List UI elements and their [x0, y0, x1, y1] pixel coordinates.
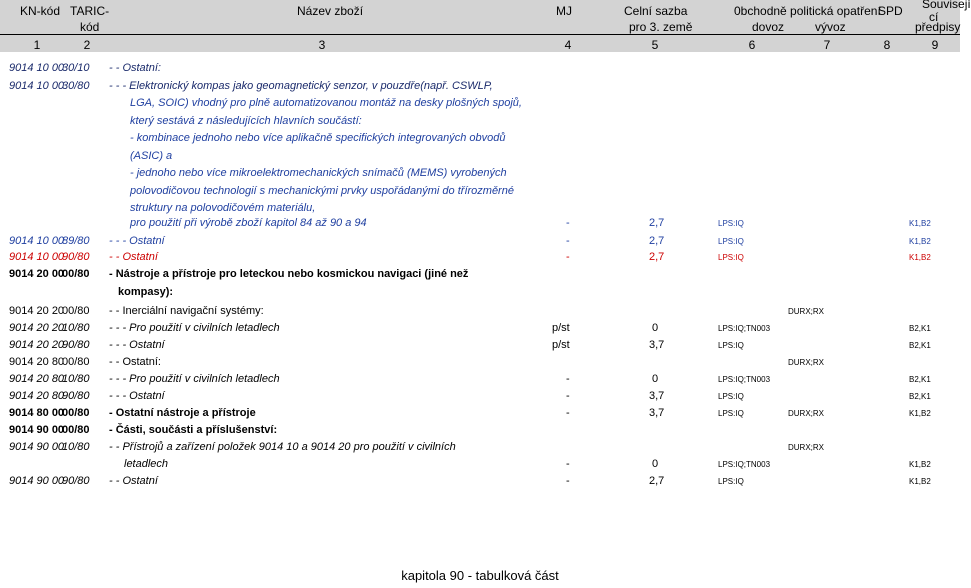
kn-code: 9014 10 00 — [9, 62, 65, 74]
goods-name: - Části, součásti a příslušenství: — [109, 424, 278, 436]
export-measure: DURX;RX — [788, 307, 825, 316]
related-regulation: B2,K1 — [909, 341, 931, 350]
header-related-3: cí — [929, 10, 939, 24]
duty-rate: 3,7 — [649, 390, 665, 402]
goods-name: struktury na polovodičovém materiálu, — [130, 202, 316, 214]
header-taric-code-2: kód — [80, 20, 100, 34]
table-row — [0, 215, 960, 232]
header-trade-measures: 0bchodně politická opatření — [734, 4, 881, 18]
header-colnum-8: 8 — [883, 38, 891, 52]
kn-code: 9014 20 20 — [9, 339, 65, 351]
unit: - — [566, 235, 570, 247]
table-row — [0, 130, 960, 147]
table-row — [0, 388, 960, 405]
table-row — [0, 165, 960, 182]
header-colnum-1: 1 — [33, 38, 41, 52]
table-row — [0, 95, 960, 112]
duty-rate: 3,7 — [649, 407, 665, 419]
unit: - — [566, 373, 570, 385]
taric-code: 10/80 — [62, 441, 90, 453]
table-row — [0, 337, 960, 354]
page-footer: kapitola 90 - tabulková část — [401, 568, 559, 583]
header-related-2: předpisy — [915, 20, 961, 34]
duty-rate: 3,7 — [649, 339, 665, 351]
kn-code: 9014 20 80 — [9, 390, 65, 402]
header-export: vývoz — [815, 20, 846, 34]
header-duty: Celní sazba — [624, 4, 688, 18]
table-row — [0, 233, 960, 250]
taric-code: 00/80 — [62, 424, 90, 436]
duty-rate: 2,7 — [649, 475, 665, 487]
taric-code: 30/80 — [62, 80, 90, 92]
goods-name: - - Ostatní — [109, 251, 158, 263]
table-row — [0, 303, 960, 320]
table-row — [0, 473, 960, 490]
table-row — [0, 439, 960, 456]
goods-name: - Nástroje a přístroje pro leteckou nebo kosmickou navigaci (jiné než — [109, 268, 469, 280]
export-measure: DURX;RX — [788, 409, 825, 418]
table-row — [0, 422, 960, 439]
duty-rate: 0 — [652, 458, 659, 470]
related-regulation: K1,B2 — [909, 219, 931, 228]
unit: p/st — [552, 322, 570, 334]
table-row — [0, 284, 960, 301]
table-row — [0, 266, 960, 283]
taric-code: 10/80 — [62, 373, 90, 385]
header-spd: SPD — [878, 4, 903, 18]
kn-code: 9014 90 00 — [9, 424, 65, 436]
import-measure: LPS:IQ — [718, 219, 744, 228]
goods-name: pro použití při výrobě zboží kapitol 84 až 90 a 94 — [130, 217, 367, 229]
goods-name: - - - Pro použití v civilních letadlech — [109, 373, 280, 385]
goods-name: letadlech — [124, 458, 169, 470]
header-colnum-7: 7 — [823, 38, 831, 52]
kn-code: 9014 20 20 — [9, 322, 65, 334]
kn-code: 9014 20 80 — [9, 373, 65, 385]
header-colnum-6: 6 — [748, 38, 756, 52]
goods-name: - Ostatní nástroje a přístroje — [109, 407, 256, 419]
header-colnum-9: 9 — [931, 38, 939, 52]
table-row — [0, 456, 960, 473]
table-header — [0, 0, 971, 52]
taric-code: 10/80 — [62, 322, 90, 334]
header-kn-code: KN-kód — [20, 4, 61, 18]
kn-code: 9014 90 00 — [9, 441, 65, 453]
goods-name: - - - Elektronický kompas jako geomagnetický senzor, v pouzdře(např. CSWLP, — [109, 80, 493, 92]
import-measure: LPS:IQ — [718, 341, 744, 350]
kn-code: 9014 10 00 — [9, 251, 65, 263]
related-regulation: K1,B2 — [909, 253, 931, 262]
goods-name: - - - Pro použití v civilních letadlech — [109, 322, 280, 334]
table-row — [0, 148, 960, 165]
related-regulation: B2,K1 — [909, 324, 931, 333]
kn-code: 9014 20 20 — [9, 305, 65, 317]
header-colnum-4: 4 — [564, 38, 572, 52]
unit: - — [566, 407, 570, 419]
header-colnum-3: 3 — [318, 38, 326, 52]
unit: - — [566, 458, 570, 470]
taric-code: 00/80 — [62, 356, 90, 368]
kn-code: 9014 20 00 — [9, 268, 65, 280]
export-measure: DURX;RX — [788, 358, 825, 367]
goods-name: - jednoho nebo více mikroelektromechanických snímačů (MEMS) vyrobených — [130, 167, 507, 179]
export-measure: DURX;RX — [788, 443, 825, 452]
import-measure: LPS:IQ — [718, 409, 744, 418]
import-measure: LPS:IQ — [718, 237, 744, 246]
goods-name: který sestává z následujících hlavních součástí: — [130, 115, 362, 127]
taric-code: 90/80 — [62, 251, 90, 263]
taric-code: 00/80 — [62, 407, 90, 419]
goods-name: polovodičovou technologií s mechanickými prvky uspořádanými do třírozměrné — [130, 185, 514, 197]
duty-rate: 2,7 — [649, 217, 665, 229]
table-row — [0, 354, 960, 371]
header-colnum-5: 5 — [651, 38, 659, 52]
related-regulation: K1,B2 — [909, 460, 931, 469]
import-measure: LPS:IQ;TN003 — [718, 324, 771, 333]
goods-name: LGA, SOIC) vhodný pro plně automatizovanou montáž na desky plošných spojů, — [130, 97, 522, 109]
table-row — [0, 371, 960, 388]
table-row — [0, 78, 960, 95]
goods-name: - - - Ostatní — [109, 390, 165, 402]
goods-name: - kombinace jednoho nebo více aplikačně specifických integrovaných obvodů — [130, 132, 506, 144]
goods-name: - - Ostatní: — [109, 356, 161, 368]
header-colnum-2: 2 — [83, 38, 91, 52]
taric-code: 30/10 — [62, 62, 90, 74]
unit: p/st — [552, 339, 570, 351]
import-measure: LPS:IQ;TN003 — [718, 375, 771, 384]
header-related: Souvisejí — [922, 0, 971, 11]
duty-rate: 0 — [652, 373, 659, 385]
import-measure: LPS:IQ;TN003 — [718, 460, 771, 469]
header-import: dovoz — [752, 20, 785, 34]
taric-code: 90/80 — [62, 339, 90, 351]
taric-code: 00/80 — [62, 305, 90, 317]
kn-code: 9014 10 00 — [9, 235, 65, 247]
goods-name: - - - Ostatní — [109, 339, 165, 351]
table-row — [0, 60, 960, 77]
kn-code: 9014 10 00 — [9, 80, 65, 92]
kn-code: 9014 80 00 — [9, 407, 65, 419]
related-regulation: K1,B2 — [909, 409, 931, 418]
goods-name: - - Přístrojů a zařízení položek 9014 10 a 9014 20 pro použití v civilních — [109, 441, 456, 453]
unit: - — [566, 217, 570, 229]
taric-code: 90/80 — [62, 390, 90, 402]
unit: - — [566, 251, 570, 263]
related-regulation: B2,K1 — [909, 375, 931, 384]
import-measure: LPS:IQ — [718, 253, 744, 262]
related-regulation: K1,B2 — [909, 237, 931, 246]
goods-name: - - Ostatní: — [109, 62, 161, 74]
table-row — [0, 249, 960, 266]
header-divider — [0, 34, 960, 35]
kn-code: 9014 90 00 — [9, 475, 65, 487]
taric-code: 90/80 — [62, 475, 90, 487]
duty-rate: 2,7 — [649, 251, 665, 263]
related-regulation: B2,K1 — [909, 392, 931, 401]
table-row — [0, 113, 960, 130]
header-unit: MJ — [556, 4, 572, 18]
goods-name: - - Inerciální navigační systémy: — [109, 305, 264, 317]
import-measure: LPS:IQ — [718, 392, 744, 401]
kn-code: 9014 20 80 — [9, 356, 65, 368]
duty-rate: 2,7 — [649, 235, 665, 247]
duty-rate: 0 — [652, 322, 659, 334]
table-row — [0, 183, 960, 200]
import-measure: LPS:IQ — [718, 477, 744, 486]
unit: - — [566, 475, 570, 487]
header-duty-2: pro 3. země — [629, 20, 693, 34]
unit: - — [566, 390, 570, 402]
goods-name: - - - Ostatní — [109, 235, 165, 247]
goods-name: kompasy): — [118, 286, 174, 298]
taric-code: 89/80 — [62, 235, 90, 247]
table-row — [0, 320, 960, 337]
goods-name: (ASIC) a — [130, 150, 173, 162]
goods-name: - - Ostatní — [109, 475, 158, 487]
related-regulation: K1,B2 — [909, 477, 931, 486]
header-goods-name: Název zboží — [297, 4, 364, 18]
table-row — [0, 405, 960, 422]
header-taric-code: TARIC- — [70, 4, 110, 18]
taric-code: 00/80 — [62, 268, 90, 280]
